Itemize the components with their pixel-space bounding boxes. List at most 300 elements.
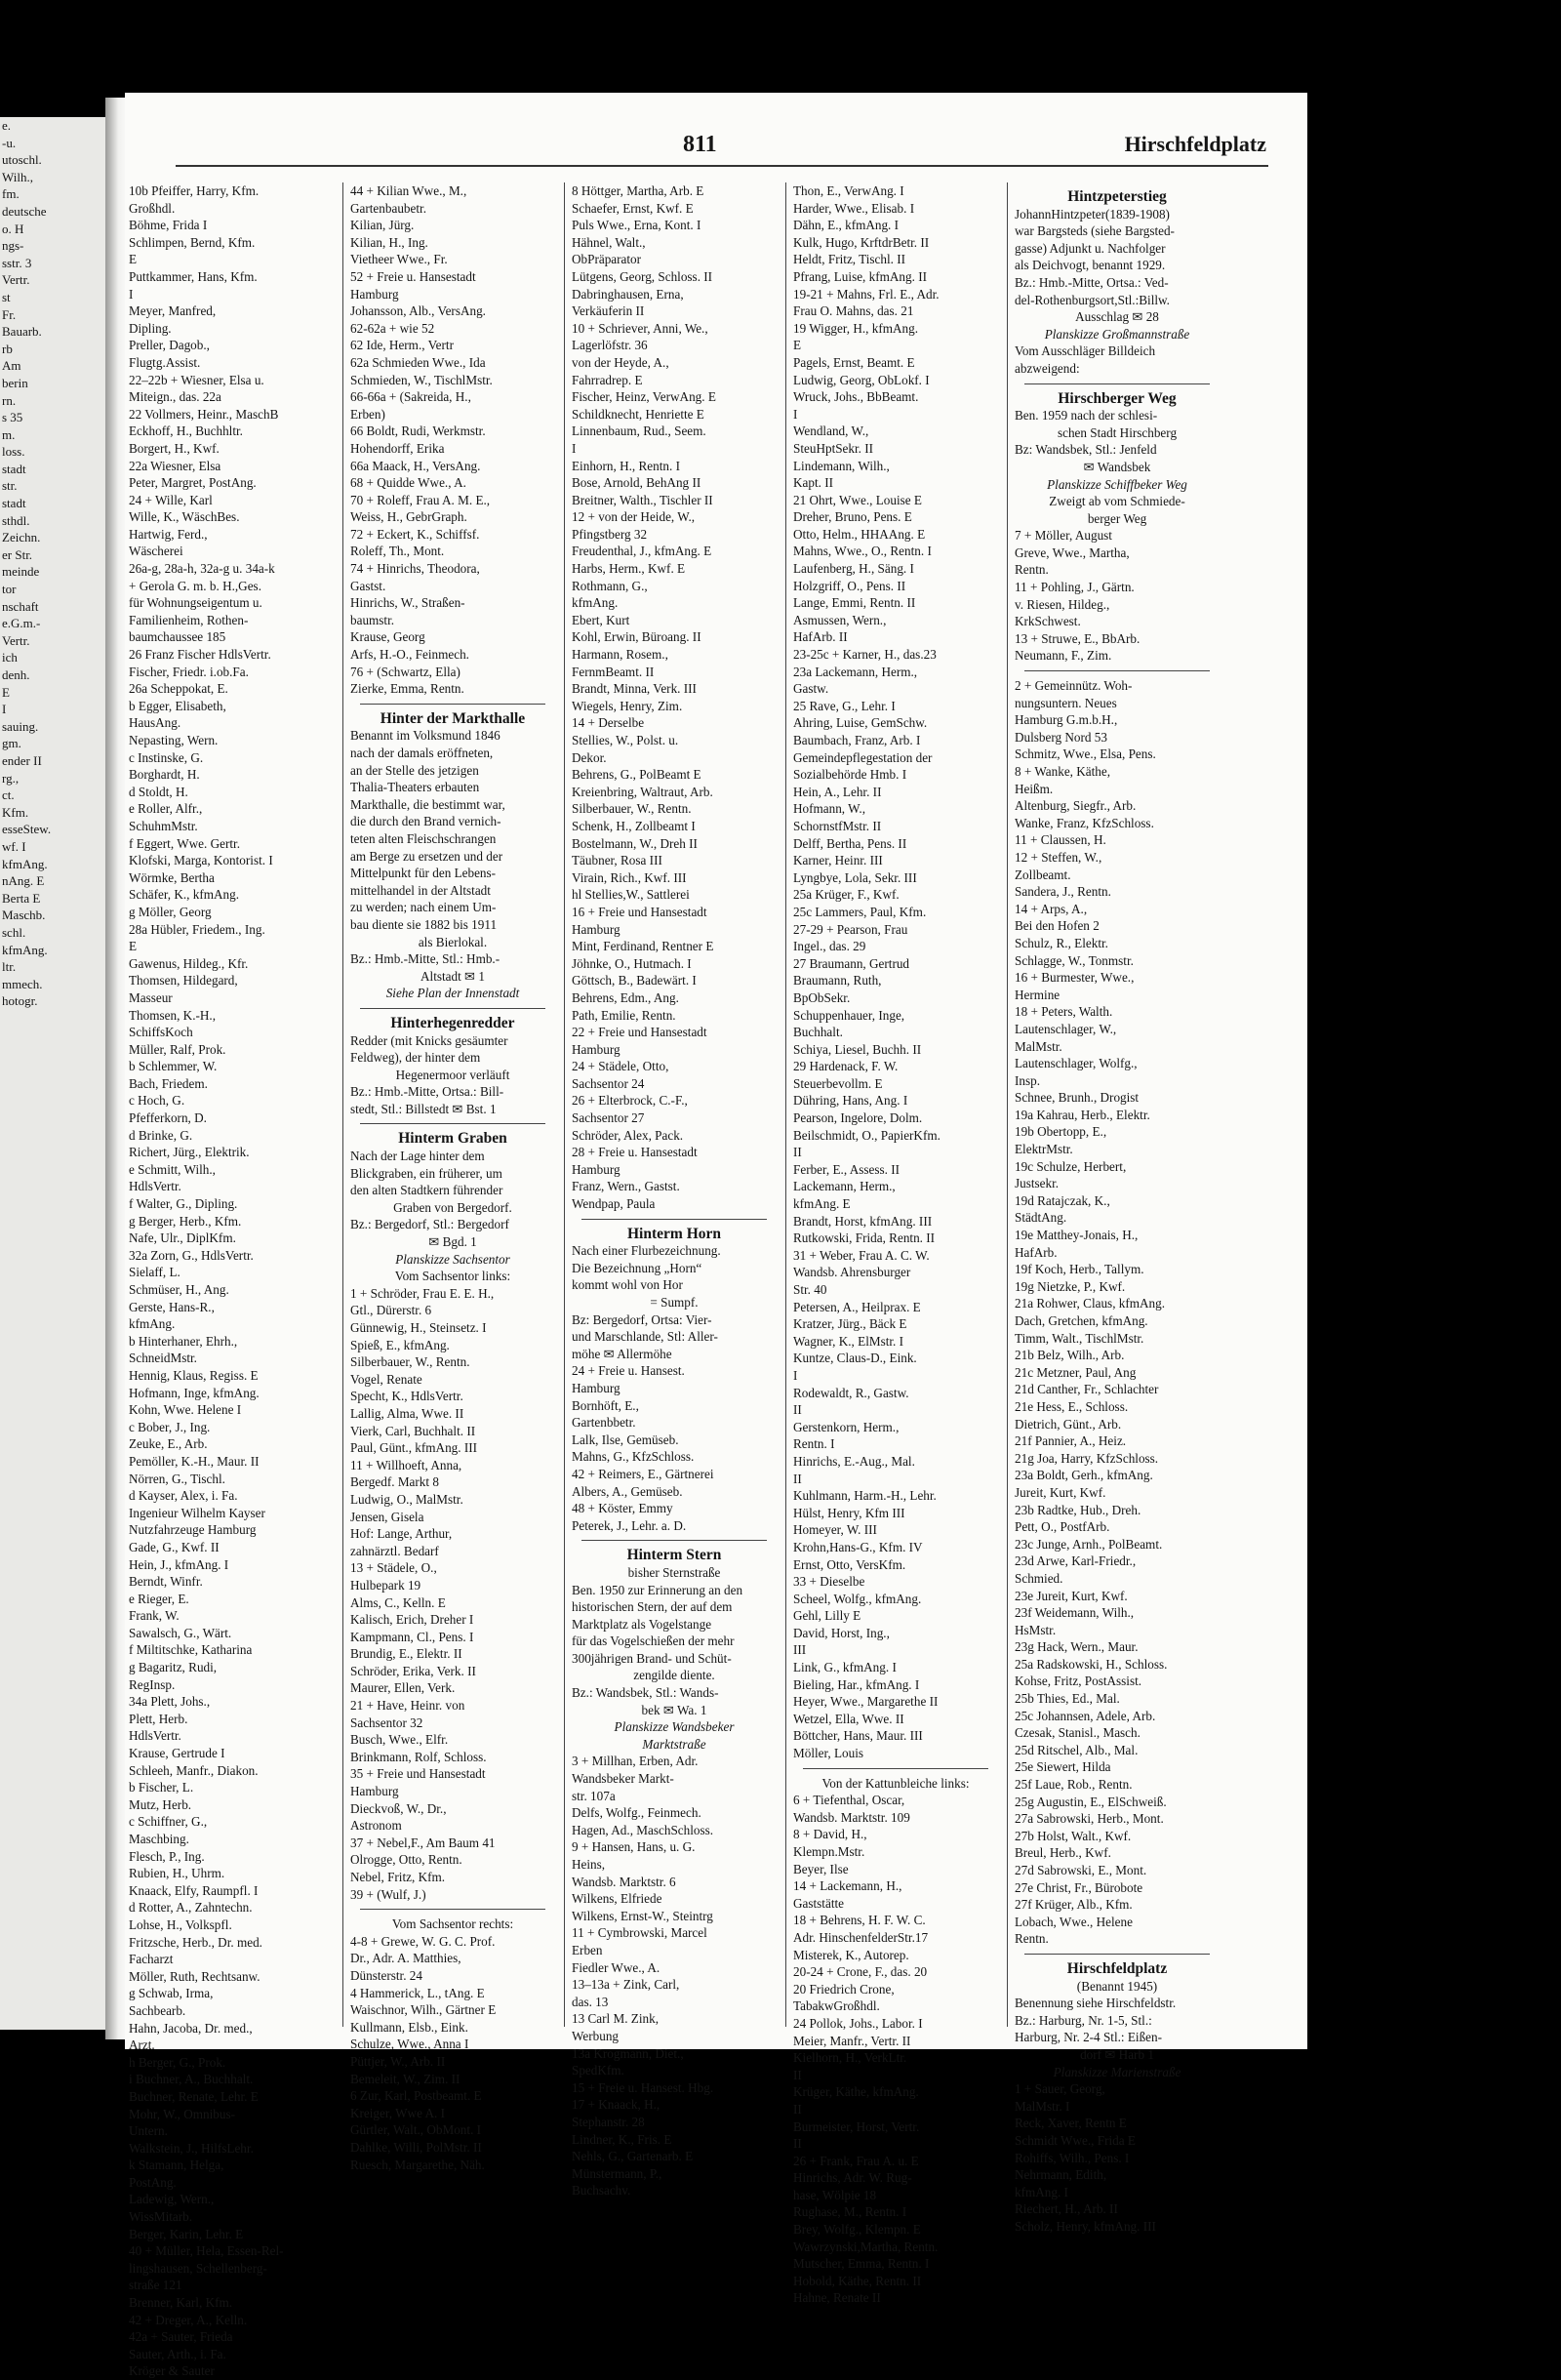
- entry-line: 23f Weidemann, Wilh.,: [1015, 1605, 1135, 1621]
- entry-line: Bz: Wandsbek, Stl.: Jenfeld: [1015, 442, 1157, 458]
- previous-page-text: Kfm.: [2, 804, 29, 820]
- entry-line: Jureit, Kurt, Kwf.: [1015, 1484, 1106, 1500]
- entry-line: Bz: Bergedorf, Ortsa: Vier-: [572, 1311, 712, 1327]
- entry-line: b Fischer, L.: [129, 1780, 194, 1795]
- section-separator: [1024, 1954, 1210, 1955]
- entry-line: Heins,: [572, 1857, 606, 1872]
- entry-line: del-Rothenburgsort,Stl.:Billw.: [1015, 292, 1170, 307]
- entry-line: Wilkens, Elfriede: [572, 1891, 662, 1907]
- entry-line: II: [793, 1145, 802, 1160]
- entry-line: Dekor.: [572, 749, 607, 765]
- entry-line: war Bargsteds (siehe Bargsted-: [1015, 223, 1175, 239]
- column-divider: [785, 182, 786, 2027]
- entry-line: Adr. HinschenfelderStr.17: [793, 1929, 929, 1945]
- entry-line: Richert, Jürg., Elektrik.: [129, 1145, 250, 1160]
- entry-line: Kreiger, Wwe A. I: [350, 2105, 445, 2120]
- entry-line: Franz, Wern., Gastst.: [572, 1179, 680, 1194]
- entry-line: 39 + (Wulf, J.): [350, 1886, 426, 1902]
- entry-line: 4-8 + Grewe, W. G. C. Prof.: [350, 1933, 496, 1949]
- previous-page-text: denh.: [2, 667, 30, 682]
- entry-line: straße 121: [129, 2278, 182, 2293]
- map-reference: Planskizze Großmannstraße: [1044, 326, 1190, 342]
- entry-line: Nehrmann, Edith,: [1015, 2167, 1107, 2183]
- entry-line: 27a Sabrowski, Herb., Mont.: [1015, 1811, 1164, 1827]
- entry-line: 24 + Wille, Karl: [129, 492, 213, 507]
- entry-line: Bergedf. Markt 8: [350, 1474, 439, 1490]
- entry-line: Wandsbeker Markt-: [572, 1771, 674, 1787]
- entry-line: Wendland, W.,: [793, 424, 869, 439]
- entry-line: Neumann, F., Zim.: [1015, 648, 1112, 664]
- section-separator: [1024, 670, 1210, 671]
- entry-line: 66 Boldt, Rudi, Werkmstr.: [350, 424, 486, 439]
- entry-line: Braumann, Ruth,: [793, 973, 882, 988]
- scan-background: [1307, 93, 1561, 2124]
- entry-line: Zierke, Emma, Rentn.: [350, 681, 464, 697]
- entry-line: 13 + Städele, O.,: [350, 1560, 437, 1576]
- entry-line: Wanke, Franz, KfzSchloss.: [1015, 815, 1154, 830]
- entry-line: Lange, Emmi, Rentn. II: [793, 595, 916, 611]
- entry-line: baumchaussee 185: [129, 629, 226, 645]
- entry-line: Krüger, Käthe, kfmAng.: [793, 2084, 919, 2100]
- column-4: [793, 182, 998, 2306]
- entry-line: 29 Hardenack, F. W.: [793, 1059, 899, 1074]
- entry-line: Fiedler Wwe., A.: [572, 1959, 660, 1975]
- entry-line: 25e Siewert, Hilda: [1015, 1759, 1111, 1775]
- entry-line: 42 + Dreger, A., Kelln.: [129, 2312, 248, 2327]
- previous-page-text: gm.: [2, 736, 21, 751]
- column-divider: [1007, 182, 1008, 2027]
- entry-line: str. 107a: [572, 1788, 616, 1803]
- entry-line: Astronom: [350, 1818, 402, 1834]
- entry-line: 4 Hammerick, L., tAng. E: [350, 1985, 485, 2000]
- entry-line: Linnenbaum, Rud., Seem.: [572, 424, 706, 439]
- street-heading: Hinterm Horn: [627, 1225, 721, 1242]
- entry-line: Lallig, Alma, Wwe. II: [350, 1405, 464, 1421]
- entry-line: Schröder, Erika, Verk. II: [350, 1663, 476, 1678]
- note-line: schen Stadt Hirschberg: [1057, 424, 1178, 440]
- section-separator: [360, 1008, 545, 1009]
- entry-line: Delfs, Wolfg., Feinmech.: [572, 1805, 701, 1821]
- entry-line: Hagen, Ad., MaschSchloss.: [572, 1822, 714, 1837]
- entry-line: 62 Ide, Herm., Vertr: [350, 338, 454, 353]
- entry-line: HafArb.: [1015, 1244, 1058, 1260]
- entry-line: 23c Junge, Arnh., PolBeamt.: [1015, 1536, 1163, 1552]
- entry-line: SteuHptSekr. II: [793, 440, 874, 456]
- section-separator: [360, 1909, 545, 1910]
- entry-line: d Stoldt, H.: [129, 784, 188, 799]
- entry-line: Harmann, Rosem.,: [572, 647, 668, 663]
- entry-line: historischen Stern, der auf dem: [572, 1599, 733, 1615]
- column-divider: [342, 182, 343, 2027]
- entry-line: Böhme, Frida I: [129, 218, 208, 233]
- entry-line: I: [793, 406, 798, 422]
- previous-page-text: str.: [2, 478, 18, 494]
- entry-line: 26 Franz Fischer HdlsVertr.: [129, 647, 271, 663]
- previous-page-text: nAng. E: [2, 873, 45, 889]
- entry-line: Rentn. I: [793, 1436, 835, 1452]
- previous-page-text: s 35: [2, 410, 23, 425]
- previous-page-text: e.: [2, 118, 12, 133]
- entry-line: Specht, K., HdlsVertr.: [350, 1389, 463, 1404]
- note-line: Vom Sachsentor links:: [394, 1269, 511, 1284]
- entry-line: Vogel, Renate: [350, 1371, 422, 1387]
- previous-page-text: mmech.: [2, 976, 43, 991]
- entry-line: 14 + Derselbe: [572, 715, 645, 731]
- entry-line: Kalisch, Erich, Dreher I: [350, 1612, 474, 1628]
- entry-line: Schenk, H., Zollbeamt I: [572, 818, 696, 833]
- entry-line: Pfrang, Luise, kfmAng. II: [793, 268, 927, 284]
- entry-line: Preller, Dagob.,: [129, 338, 210, 353]
- note-line: Hegenermoor verläuft: [395, 1067, 510, 1082]
- entry-line: als Deichvogt, benannt 1929.: [1015, 258, 1166, 273]
- entry-line: Schulze, Wwe., Anna I: [350, 2037, 469, 2052]
- previous-page-text: ltr.: [2, 959, 17, 975]
- entry-line: Pfingstberg 32: [572, 526, 648, 542]
- entry-line: Fischer, Heinz, VerwAng. E: [572, 389, 716, 405]
- entry-line: Insp.: [1015, 1072, 1041, 1088]
- entry-line: Hartwig, Ferd.,: [129, 526, 208, 542]
- header-rule: [176, 165, 1268, 167]
- previous-page-text: Am: [2, 358, 21, 374]
- entry-line: Sozialbehörde Hmb. I: [793, 767, 907, 783]
- entry-line: Zollbeamt.: [1015, 867, 1071, 882]
- entry-line: Homeyer, W. III: [793, 1522, 877, 1538]
- entry-line: Brenner, Karl, Kfm.: [129, 2295, 233, 2311]
- entry-line: Ben. 1950 zur Erinnerung an den: [572, 1582, 743, 1597]
- entry-line: Bz.: Hmb.-Mitte, Ortsa.: Bill-: [350, 1084, 504, 1100]
- entry-line: von der Heyde, A.,: [572, 354, 669, 370]
- entry-line: Meyer, Manfred,: [129, 303, 217, 319]
- entry-line: Lindemann, Wilh.,: [793, 458, 890, 473]
- entry-line: d Brinke, G.: [129, 1127, 193, 1143]
- entry-line: Bz.: Wandsbek, Stl.: Wands-: [572, 1685, 719, 1701]
- entry-line: 11 + Cymbrowski, Marcel: [572, 1925, 707, 1941]
- entry-line: Sauter, Arth., i. Fa.: [129, 2346, 226, 2361]
- entry-line: Mahns, Wwe., O., Rentn. I: [793, 544, 932, 559]
- entry-line: Wille, K., WäschBes.: [129, 509, 240, 525]
- previous-page-text: ct.: [2, 787, 15, 803]
- entry-line: Klempn.Mstr.: [793, 1844, 865, 1859]
- entry-line: Hermine: [1015, 987, 1061, 1002]
- map-reference: Planskizze Schiffbeker Weg: [1047, 476, 1187, 492]
- entry-line: 11 + Claussen, H.: [1015, 832, 1106, 848]
- entry-line: 10 + Schriever, Anni, We.,: [572, 320, 708, 336]
- entry-line: Ludwig, Georg, ObLokf. I: [793, 372, 930, 387]
- entry-line: Weiss, H., GebrGraph.: [350, 509, 467, 525]
- entry-line: Wetzel, Ella, Wwe. II: [793, 1711, 904, 1726]
- entry-line: Krause, Gertrude I: [129, 1746, 225, 1761]
- entry-line: Ingel., das. 29: [793, 939, 866, 954]
- entry-line: Asmussen, Wern.,: [793, 612, 887, 627]
- entry-line: Pfefferkorn, D.: [129, 1110, 207, 1126]
- entry-line: Schäfer, K., kfmAng.: [129, 887, 240, 903]
- entry-line: 21c Metzner, Paul, Ang: [1015, 1364, 1137, 1380]
- entry-line: Lautenschlager, W.,: [1015, 1021, 1117, 1036]
- entry-line: 26 + Frank, Frau A. u. E: [793, 2153, 919, 2168]
- entry-line: 20-24 + Crone, F., das. 20: [793, 1964, 928, 1980]
- entry-line: Bz.: Bergedorf, Stl.: Bergedorf: [350, 1217, 509, 1232]
- entry-line: 27 Braumann, Gertrud: [793, 955, 910, 971]
- entry-line: Gade, G., Kwf. II: [129, 1539, 220, 1554]
- entry-line: II: [793, 1471, 802, 1486]
- entry-line: Wandsb. Marktstr. 6: [572, 1874, 676, 1889]
- entry-line: 19c Schulze, Herbert,: [1015, 1158, 1127, 1174]
- entry-line: Kratzer, Jürg., Bäck E: [793, 1316, 907, 1332]
- entry-line: 18 + Behrens, H. F. W. C.: [793, 1913, 926, 1928]
- entry-line: h Berger, G., Prok.: [129, 2054, 226, 2070]
- entry-line: Silberbauer, W., Rentn.: [572, 801, 692, 817]
- entry-line: II: [793, 2101, 802, 2117]
- entry-line: 15 + Freie u. Hansest. Hbg.: [572, 2079, 714, 2095]
- entry-line: Schaefer, Ernst, Kwf. E: [572, 200, 694, 216]
- previous-page-text: Berta E: [2, 890, 41, 906]
- entry-line: Dühring, Hans, Ang. I: [793, 1093, 908, 1109]
- entry-line: 21 + Have, Heinr. von: [350, 1698, 465, 1714]
- entry-line: Ruesch, Margarethe, Näh.: [350, 2157, 485, 2172]
- entry-line: Mint, Ferdinand, Rentner E: [572, 939, 714, 954]
- entry-line: 8 + David, H.,: [793, 1827, 867, 1842]
- page-header: [125, 132, 1307, 161]
- entry-line: Feldweg), der hinter dem: [350, 1050, 481, 1066]
- entry-line: Dahlke, Willi, PolMstr. II: [350, 2139, 482, 2155]
- column-5: [1015, 182, 1220, 2234]
- entry-line: Steuerbevollm. E: [793, 1075, 883, 1091]
- entry-line: Familienheim, Rothen-: [129, 612, 249, 627]
- entry-line: Flesch, P., Ing.: [129, 1848, 205, 1864]
- entry-line: III: [793, 1642, 807, 1658]
- entry-line: Lalk, Ilse, Gemüseb.: [572, 1432, 679, 1447]
- entry-line: Schiya, Liesel, Buchh. II: [793, 1041, 922, 1057]
- entry-line: Dietrich, Günt., Arb.: [1015, 1416, 1122, 1432]
- entry-line: Maschbing.: [129, 1832, 189, 1846]
- entry-line: Hobold, Käthe, Rentn. II: [793, 2273, 922, 2288]
- entry-line: Ben. 1959 nach der schlesi-: [1015, 408, 1158, 424]
- entry-line: b Hinterhaner, Ehrh.,: [129, 1333, 238, 1349]
- entry-line: Hennig, Klaus, Regiss. E: [129, 1367, 259, 1383]
- entry-line: 25a Radskowski, H., Schloss.: [1015, 1656, 1168, 1672]
- entry-line: zahnärztl. Bedarf: [350, 1543, 439, 1558]
- entry-line: Lütgens, Georg, Schloss. II: [572, 268, 713, 284]
- entry-line: Kapt. II: [793, 475, 834, 491]
- entry-line: Flugtg.Assist.: [129, 354, 201, 370]
- entry-line: v. Riesen, Hildeg.,: [1015, 596, 1110, 612]
- entry-line: Beilschmidt, O., PapierKfm.: [793, 1127, 941, 1143]
- entry-line: Rothmann, G.,: [572, 578, 648, 593]
- entry-line: Nach der Lage hinter dem: [350, 1149, 485, 1164]
- entry-line: Kreienbring, Waltraut, Arb.: [572, 784, 713, 799]
- entry-line: 21b Belz, Wilh., Arb.: [1015, 1348, 1125, 1363]
- entry-line: Hahne, Renate II: [793, 2290, 881, 2306]
- entry-line: Gaststätte: [793, 1895, 845, 1911]
- previous-page-text: hotogr.: [2, 993, 38, 1009]
- entry-line: 25f Laue, Rob., Rentn.: [1015, 1777, 1133, 1793]
- entry-line: 3 + Millhan, Erben, Adr.: [572, 1754, 699, 1769]
- entry-line: David, Horst, Ing.,: [793, 1625, 890, 1640]
- entry-line: 23a Lackemann, Herm.,: [793, 664, 918, 679]
- entry-line: Rohiffs, Wilh., Pens. I: [1015, 2150, 1130, 2165]
- previous-page-text: schl.: [2, 924, 26, 940]
- note-line: ✉ Wandsbek: [1083, 459, 1151, 474]
- previous-page-text: ngs-: [2, 238, 24, 254]
- entry-line: am Berge zu ersetzen und der: [350, 848, 503, 864]
- entry-line: an der Stelle des jetzigen: [350, 762, 479, 778]
- entry-line: Pemöller, K.-H., Maur. II: [129, 1453, 260, 1469]
- entry-line: Ingenieur Wilhelm Kayser: [129, 1505, 265, 1520]
- entry-line: Puttkammer, Hans, Kfm.: [129, 268, 258, 284]
- entry-line: Hohendorff, Erika: [350, 440, 445, 456]
- previous-page-text: loss.: [2, 444, 25, 460]
- entry-line: Nafe, Ulr., DiplKfm.: [129, 1230, 236, 1246]
- entry-line: Thomsen, K.-H.,: [129, 1007, 217, 1023]
- entry-line: f Miltitschke, Katharina: [129, 1642, 253, 1658]
- entry-line: Eckhoff, H., Buchhltr.: [129, 424, 243, 439]
- section-separator: [1024, 383, 1210, 384]
- entry-line: Buchner, Renate, Lehr. E: [129, 2088, 259, 2104]
- entry-line: Freudenthal, J., kfmAng. E: [572, 544, 712, 559]
- entry-line: 6 Zur, Karl, Postbeamt. E: [350, 2088, 482, 2104]
- entry-line: HdlsVertr.: [129, 1179, 181, 1194]
- section-separator: [581, 1219, 767, 1220]
- entry-line: 19g Nietzke, P., Kwf.: [1015, 1278, 1126, 1294]
- previous-page-text: Zeichn.: [2, 530, 41, 545]
- entry-line: Berger, Karin, Lehr. E: [129, 2226, 244, 2241]
- entry-line: Czesak, Stanisl., Masch.: [1015, 1725, 1141, 1741]
- entry-line: Verkäuferin II: [572, 303, 645, 319]
- entry-line: Gerstenkorn, Herm.,: [793, 1419, 900, 1434]
- entry-line: Krohn,Hans-G., Kfm. IV: [793, 1539, 923, 1554]
- entry-line: II: [793, 2136, 802, 2152]
- entry-line: 26 + Elterbrock, C.-F.,: [572, 1093, 688, 1109]
- previous-page-text: m.: [2, 426, 16, 442]
- entry-line: FernmBeamt. II: [572, 664, 655, 679]
- entry-line: Hinrichs, Adr. W. Rug-: [793, 2170, 912, 2186]
- entry-line: Einhorn, H., Rentn. I: [572, 458, 680, 473]
- entry-line: 8 Höttger, Martha, Arb. E: [572, 183, 704, 198]
- entry-line: Hähnel, Walt.,: [572, 234, 646, 250]
- entry-line: 6 + Tiefenthal, Oscar,: [793, 1793, 905, 1808]
- entry-line: I: [129, 286, 134, 302]
- entry-line: Heldt, Fritz, Tischl. II: [793, 252, 906, 267]
- entry-line: 20 Friedrich Crone,: [793, 1981, 895, 1997]
- entry-line: Lautenschlager, Wolfg.,: [1015, 1056, 1138, 1071]
- entry-line: Greve, Wwe., Martha,: [1015, 545, 1130, 560]
- entry-line: HsMstr.: [1015, 1622, 1057, 1637]
- entry-line: Berndt, Winfr.: [129, 1574, 203, 1590]
- entry-line: Gürtler, Walt., ObMont. I: [350, 2122, 482, 2138]
- entry-line: Schildknecht, Henriette E: [572, 406, 704, 422]
- entry-line: 13–13a + Zink, Carl,: [572, 1977, 680, 1993]
- entry-line: Scholz, Henry, kfmAng. III: [1015, 2218, 1156, 2234]
- entry-line: Schmidt Wwe., Frida E: [1015, 2132, 1136, 2148]
- entry-line: Benennung siehe Hirschfeldstr.: [1015, 1996, 1177, 2011]
- previous-page-text: Vertr.: [2, 272, 30, 288]
- entry-line: HdlsVertr.: [129, 1728, 181, 1744]
- entry-line: Mittelpunkt für den Lebens-: [350, 866, 497, 881]
- entry-line: II: [793, 1402, 802, 1418]
- entry-line: Kilian, H., Ing.: [350, 234, 428, 250]
- entry-line: Bieling, Har., kfmAng. I: [793, 1676, 920, 1692]
- note-line: Graben von Bergedorf.: [393, 1199, 512, 1215]
- entry-line: Bz.: Harburg, Nr. 1-5, Stl.:: [1015, 2012, 1152, 2028]
- entry-line: 17 + Knaack, H.,: [572, 2097, 660, 2113]
- entry-line: Fahrradrep. E: [572, 372, 643, 387]
- entry-line: 26a Scheppokat, E.: [129, 681, 228, 697]
- entry-line: 22–22b + Wiesner, Elsa u.: [129, 372, 264, 387]
- entry-line: Delff, Bertha, Pens. II: [793, 835, 907, 851]
- entry-line: Arfs, H.-O., Feinmech.: [350, 647, 469, 663]
- entry-line: Brundig, E., Elektr. II: [350, 1646, 462, 1662]
- entry-line: 72 + Eckert, K., Schiffsf.: [350, 526, 480, 542]
- entry-line: SchneidMstr.: [129, 1351, 197, 1366]
- entry-line: kommt wohl von Hor: [572, 1277, 683, 1293]
- street-heading: Hinterhegenredder: [390, 1014, 515, 1031]
- entry-line: Dulsberg Nord 53: [1015, 729, 1107, 745]
- note-line: dorf ✉ Harb 1: [1080, 2046, 1154, 2062]
- entry-line: Schmüser, H., Ang.: [129, 1282, 229, 1297]
- previous-page-text: berin: [2, 375, 28, 390]
- entry-line: I: [572, 440, 577, 456]
- entry-line: 74 + Hinrichs, Theodora,: [350, 561, 480, 577]
- previous-page-text: fm.: [2, 186, 20, 202]
- entry-line: 8 + Wanke, Käthe,: [1015, 764, 1111, 779]
- note-line: bek ✉ Wa. 1: [641, 1702, 707, 1717]
- entry-line: I: [793, 1367, 798, 1383]
- entry-line: Rodewaldt, R., Gastw.: [793, 1385, 909, 1400]
- entry-line: Nebel, Fritz, Kfm.: [350, 1870, 446, 1884]
- entry-line: 68 + Quidde Wwe., A.: [350, 475, 466, 491]
- note-line: ✉ Bgd. 1: [428, 1234, 477, 1250]
- entry-line: Bose, Arnold, BehAng II: [572, 475, 701, 491]
- entry-line: Buchhalt.: [793, 1025, 843, 1040]
- entry-line: Lobach, Wwe., Helene: [1015, 1914, 1133, 1929]
- entry-line: 42 + Reimers, E., Gärtnerei: [572, 1466, 714, 1481]
- entry-line: 28 + Freie u. Hansestadt: [572, 1145, 698, 1160]
- entry-line: c Schiffner, G.,: [129, 1814, 208, 1830]
- entry-line: 44 + Kilian Wwe., M.,: [350, 183, 467, 198]
- entry-line: 2 + Gemeinnütz. Woh-: [1015, 678, 1133, 694]
- entry-line: Wandsb. Marktstr. 109: [793, 1809, 910, 1825]
- entry-line: 14 + Arps, A.,: [1015, 901, 1088, 916]
- entry-line: und Marschlande, Stl: Aller-: [572, 1329, 718, 1345]
- entry-line: Hofmann, W.,: [793, 801, 865, 817]
- entry-line: Miteign., das. 22a: [129, 389, 221, 405]
- entry-line: Werbung: [572, 2028, 620, 2043]
- entry-line: Stellies, W., Polst. u.: [572, 733, 679, 747]
- entry-line: RegInsp.: [129, 1676, 176, 1692]
- entry-line: den alten Stadtkern führender: [350, 1183, 503, 1198]
- entry-line: Klofski, Marga, Kontorist. I: [129, 853, 273, 868]
- note-line: = Sumpf.: [650, 1295, 699, 1310]
- entry-line: Pett, O., PostfArb.: [1015, 1519, 1110, 1535]
- entry-line: Wilkens, Ernst-W., Steintrg: [572, 1908, 713, 1923]
- entry-line: Plett, Herb.: [129, 1711, 188, 1726]
- entry-line: 21d Canther, Fr., Schlachter: [1015, 1382, 1159, 1397]
- entry-line: Möller, Louis: [793, 1746, 863, 1761]
- previous-page-text: meinde: [2, 564, 40, 580]
- entry-line: Mohr, W., Omnibus-: [129, 2106, 236, 2121]
- entry-line: Brinkmann, Rolf, Schloss.: [350, 1749, 487, 1764]
- entry-line: Gawenus, Hildeg., Kfr.: [129, 955, 249, 971]
- entry-line: SchuhmMstr.: [129, 818, 198, 833]
- entry-line: 19b Obertopp, E.,: [1015, 1124, 1107, 1140]
- entry-line: Sachsentor 27: [572, 1110, 645, 1126]
- entry-line: 21 Ohrt, Wwe., Louise E: [793, 492, 922, 507]
- previous-page-text: wf. I: [2, 838, 26, 854]
- entry-line: Lyngbye, Lola, Sekr. III: [793, 869, 917, 885]
- entry-line: Erben: [572, 1942, 603, 1957]
- entry-line: Lohse, H., Volkspfl.: [129, 1916, 232, 1932]
- entry-line: Brandt, Horst, kfmAng. III: [793, 1213, 933, 1229]
